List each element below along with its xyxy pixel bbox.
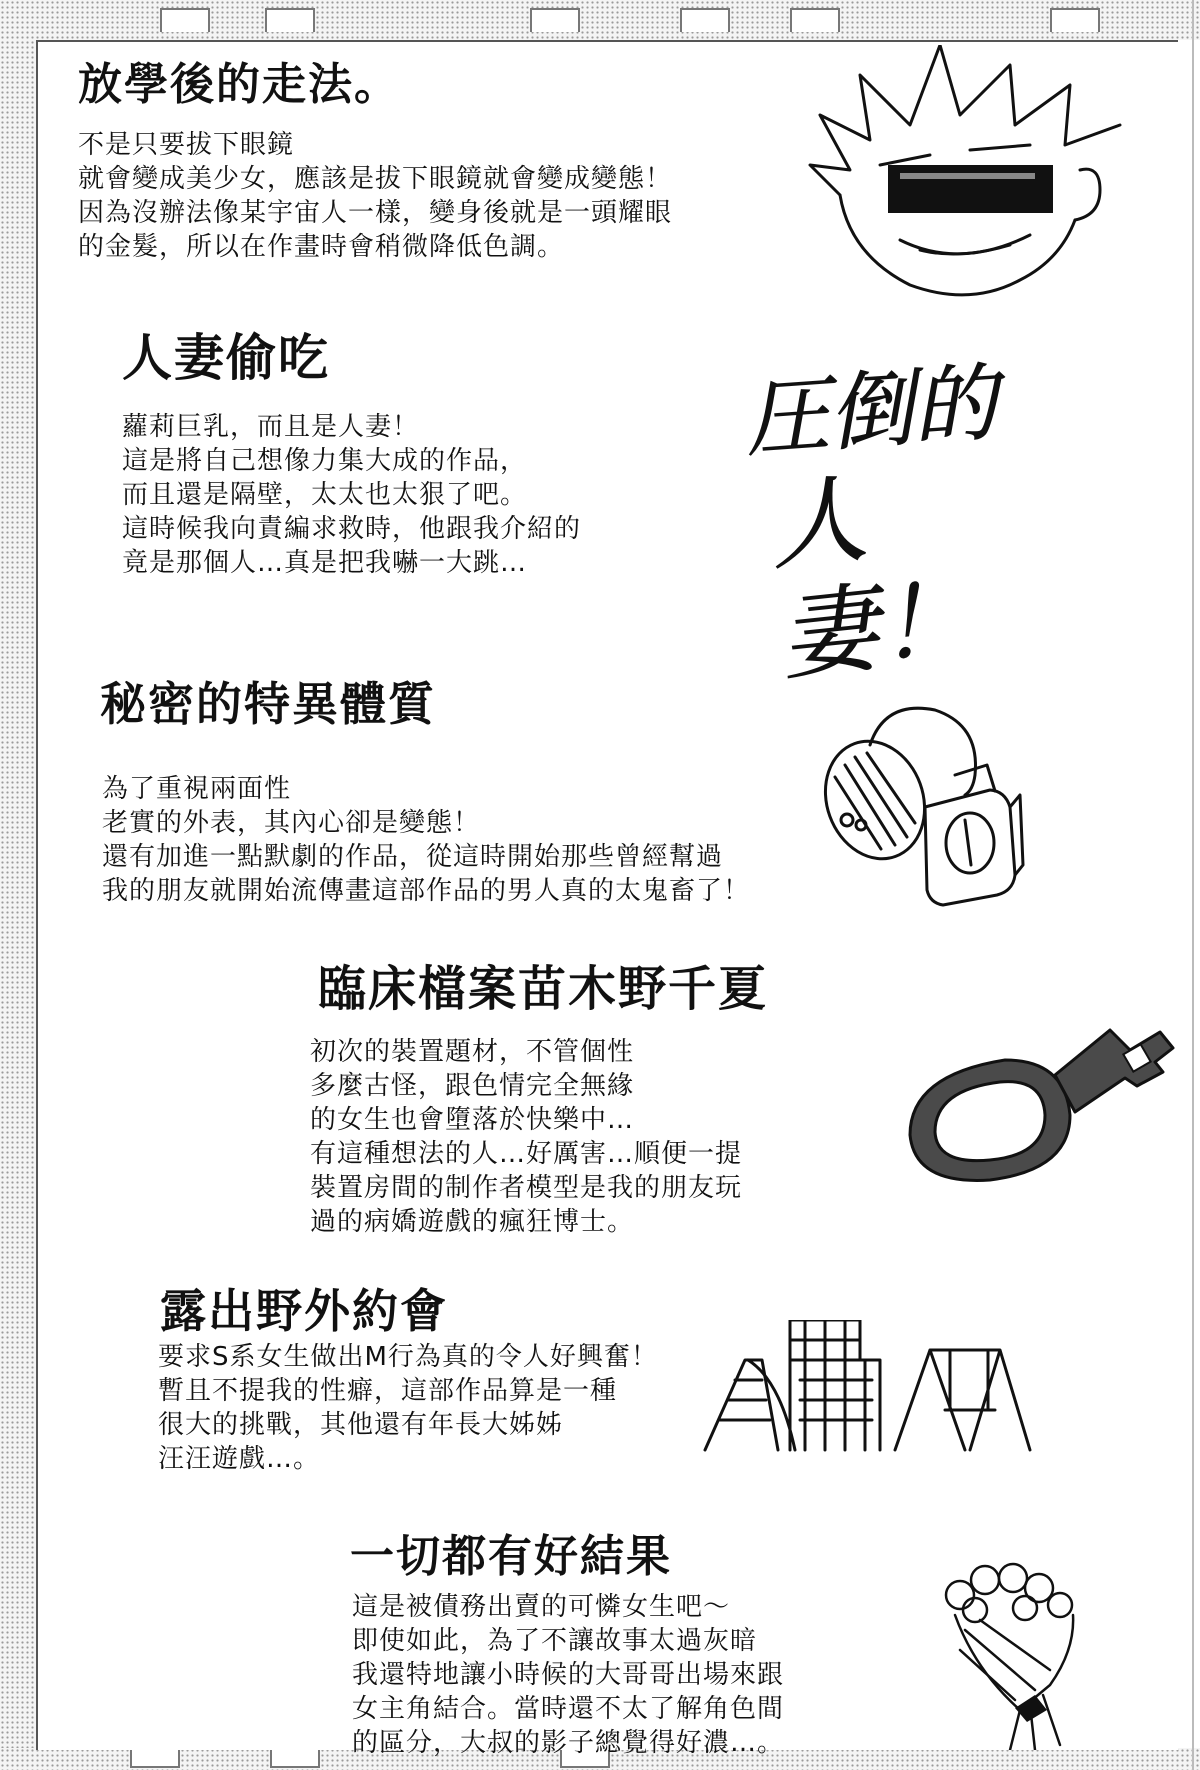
section-title: 露出野外約會 xyxy=(160,1284,448,1338)
section-body xyxy=(352,1590,784,1760)
body-line: 女主角結合。當時還不太了解角色間 xyxy=(352,1694,785,1724)
body-line: 因為沒辦法像某宇宙人一樣，變身後就是一頭耀眼 xyxy=(78,198,673,228)
body-line: 的區分，大叔的影子總覺得好濃…。 xyxy=(352,1728,785,1758)
body-line: 裝置房間的制作者模型是我的朋友玩 xyxy=(310,1173,743,1203)
handwritten-line: 圧倒的 xyxy=(741,353,1001,469)
screentone-left-border xyxy=(0,0,36,1770)
frame-notch xyxy=(790,8,840,32)
frame-notch xyxy=(160,8,210,32)
section-body xyxy=(102,772,750,908)
frame-notch xyxy=(270,1748,320,1768)
body-line: 汪汪遊戲…。 xyxy=(158,1444,321,1474)
author-face-with-censor-bar-icon xyxy=(800,45,1180,305)
playground-slide-swing-icon xyxy=(700,1320,1035,1460)
section-body xyxy=(310,1035,742,1239)
body-line: 這是被債務出賣的可憐女生吧～ xyxy=(352,1592,731,1622)
section-body xyxy=(78,128,672,264)
frame-notch xyxy=(1050,8,1100,32)
section-title: 人妻偷吃 xyxy=(122,329,330,387)
body-line: 很大的挑戰，其他還有年長大姊姊 xyxy=(158,1410,564,1440)
section-title: 一切都有好結果 xyxy=(350,1531,672,1582)
frame-notch xyxy=(130,1748,180,1768)
body-line: 就會變成美少女，應該是拔下眼鏡就會變成變態！ xyxy=(78,164,673,194)
right-page-edge xyxy=(1192,0,1194,1770)
frame-notch xyxy=(680,8,730,32)
body-line: 過的病嬌遊戲的瘋狂博士。 xyxy=(310,1207,635,1237)
section-title: 秘密的特異體質 xyxy=(100,677,436,731)
body-line: 蘿莉巨乳，而且是人妻！ xyxy=(122,412,420,442)
body-line: 要求S系女生做出M行為真的令人好興奮！ xyxy=(158,1342,658,1372)
body-line: 為了重視兩面性 xyxy=(102,774,292,804)
handwritten-line: 人妻！ xyxy=(764,462,979,694)
egg-vibrator-remote-icon xyxy=(815,695,1025,915)
body-line: 的金髮，所以在作畫時會稍微降低色調。 xyxy=(78,232,565,262)
frame-notch xyxy=(530,8,580,32)
body-line: 多麼古怪，跟色情完全無緣 xyxy=(310,1071,635,1101)
body-line: 竟是那個人…真是把我嚇一大跳… xyxy=(122,548,528,578)
section-body xyxy=(122,410,581,580)
body-line: 老實的外表，其內心卻是變態！ xyxy=(102,808,481,838)
body-line: 暫且不提我的性癖，這部作品算是一種 xyxy=(158,1376,618,1406)
body-line: 還有加進一點默劇的作品，從這時開始那些曾經幫過 xyxy=(102,842,724,872)
body-line: 有這種想法的人…好厲害…順便一提 xyxy=(310,1139,743,1169)
key-icon xyxy=(905,1020,1180,1185)
body-line: 而且還是隔壁，太太也太狠了吧。 xyxy=(122,480,528,510)
flower-bouquet-icon xyxy=(935,1560,1095,1750)
section-body xyxy=(158,1340,658,1476)
body-line: 即使如此，為了不讓故事太過灰暗 xyxy=(352,1626,758,1656)
section-title: 放學後的走法。 xyxy=(78,59,400,110)
body-line: 初次的裝置題材，不管個性 xyxy=(310,1037,635,1067)
body-line: 我的朋友就開始流傳畫這部作品的男人真的太鬼畜了！ xyxy=(102,876,751,906)
body-line: 這是將自己想像力集大成的作品， xyxy=(122,446,528,476)
section-title: 臨床檔案苗木野千夏 xyxy=(318,961,769,1017)
body-line: 我還特地讓小時候的大哥哥出場來跟 xyxy=(352,1660,785,1690)
body-line: 這時候我向責編求救時，他跟我介紹的 xyxy=(122,514,582,544)
frame-notch xyxy=(265,8,315,32)
handwritten-lettering xyxy=(741,353,1025,694)
body-line: 不是只要拔下眼鏡 xyxy=(78,130,295,160)
body-line: 的女生也會墮落於快樂中… xyxy=(310,1105,635,1135)
